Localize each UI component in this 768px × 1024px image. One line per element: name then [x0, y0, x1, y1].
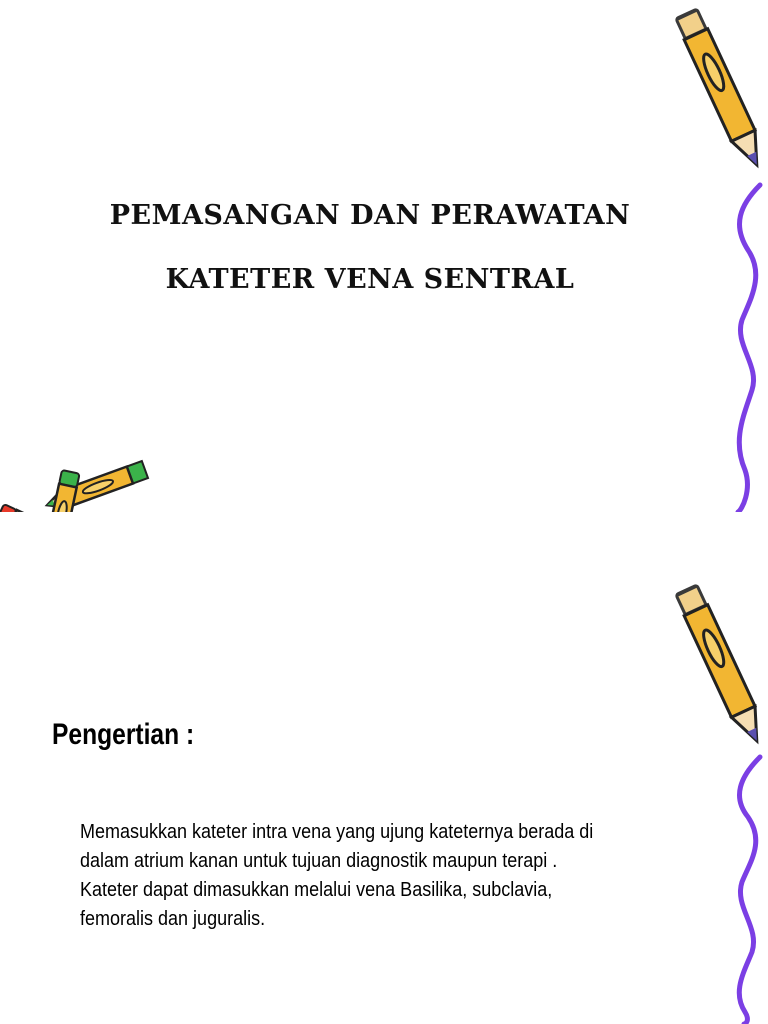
pencil-icon [644, 576, 764, 761]
paragraph-line: dalam atrium kanan untuk tujuan diagnostik maupun terapi . [80, 850, 558, 872]
content-slide [0, 512, 768, 1024]
slide-title-line-2: KATETER VENA SENTRAL [165, 264, 575, 295]
slide-title-line-1: PEMASANGAN DAN PERAWATAN [109, 200, 631, 231]
paragraph-line: Memasukkan kateter intra vena yang ujung kateternya berada di [80, 821, 594, 843]
paragraph-line: Kateter dapat dimasukkan melalui vena Basilika, subclavia, [80, 879, 553, 901]
definition-paragraph [80, 818, 656, 934]
paragraph-line: femoralis dan juguralis. [80, 908, 266, 930]
crossed-pencils-icon [0, 460, 160, 512]
pencil-icon [644, 0, 764, 185]
section-heading: Pengertian : [52, 718, 195, 751]
